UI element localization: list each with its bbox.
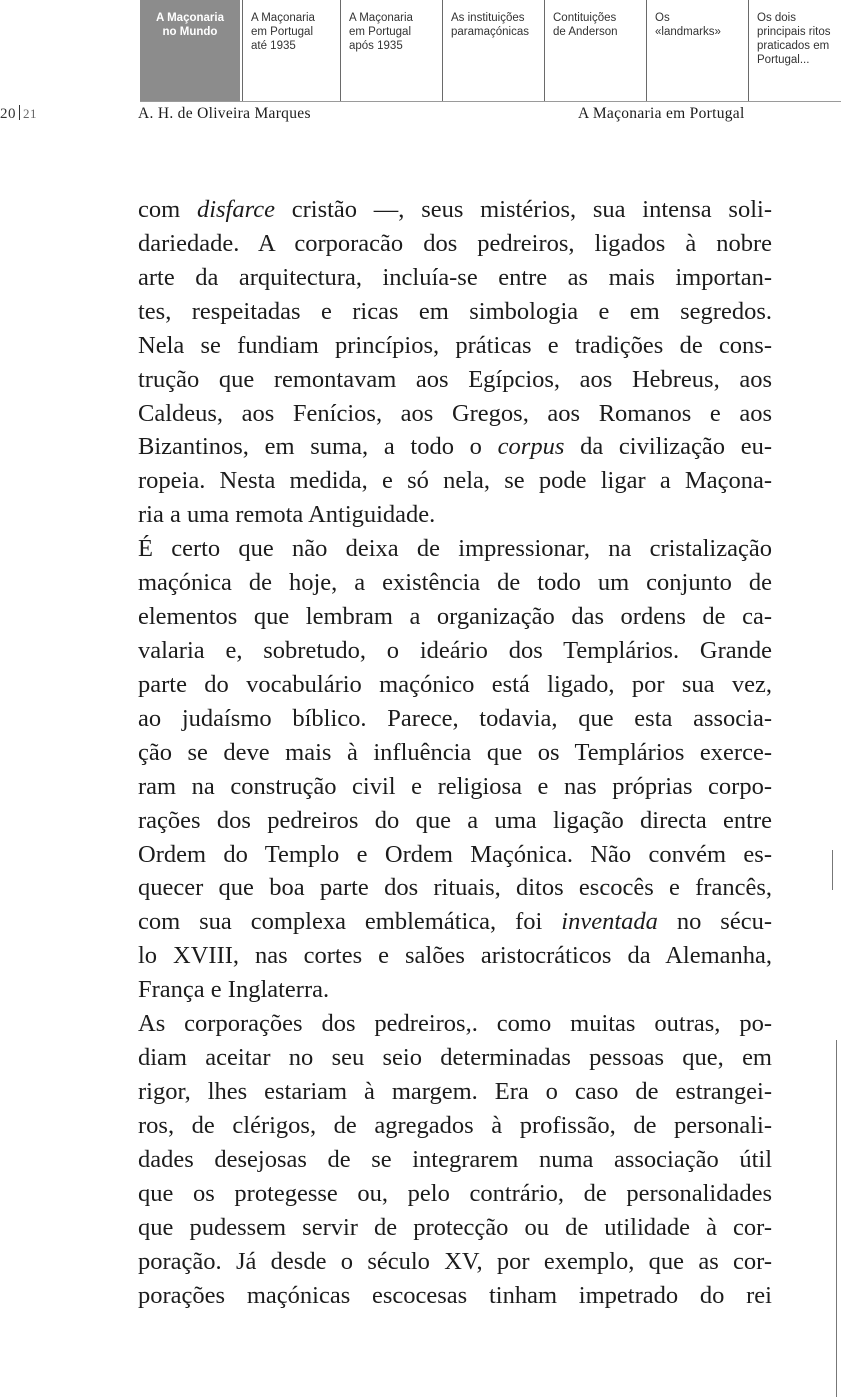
text-run: cristão —, seus mistérios, sua intensa soli- [274, 196, 772, 223]
nav-tab-label-line: principais ritos [757, 26, 831, 38]
text-run: ria a uma remota Antiguidade. [138, 501, 436, 529]
text-line [138, 464, 772, 498]
nav-tab-label-line: Os [655, 12, 670, 24]
nav-tab[interactable] [748, 0, 841, 102]
nav-tab-label-line: em Portugal [251, 26, 314, 38]
text-line [138, 702, 772, 736]
text-run: elementos que lembram a organização das ordens de ca- [138, 603, 772, 631]
text-line [138, 227, 772, 261]
page-numbers [0, 105, 37, 123]
text-run: com sua complexa emblemática, foi [138, 908, 562, 936]
running-header [0, 105, 841, 129]
text-line [138, 804, 772, 838]
text-run: Nela se fundiam princípios, práticas e tradições de cons- [138, 331, 772, 359]
text-run: que os protegesse ou, pelo contrário, de personalidades [138, 1179, 772, 1207]
text-line [138, 668, 772, 702]
text-run: tes, respeitadas e ricas em simbologia e em segredos. [138, 297, 772, 325]
italic-term: corpus [497, 433, 565, 461]
nav-tab[interactable] [442, 0, 544, 102]
text-line [138, 261, 772, 295]
text-run: Caldeus, aos Fenícios, aos Gregos, aos Romanos e aos [138, 399, 772, 427]
text-line [138, 600, 772, 634]
text-run: rações dos pedreiros do que a uma ligação directa entre [138, 806, 772, 834]
nav-tab-label-line: paramaçónicas [451, 26, 529, 38]
text-run: lo XVIII, nas cortes e salões aristocráticos da Alemanha, [138, 942, 772, 970]
text-line [138, 430, 772, 464]
text-line [138, 193, 772, 227]
text-line [138, 770, 772, 804]
text-line [138, 1177, 772, 1211]
text-run: As corporações dos pedreiros,. como muitas outras, po- [138, 1010, 772, 1038]
nav-tab[interactable] [140, 0, 240, 102]
text-run: arte da arquitectura, incluía-se entre as mais importan- [138, 263, 772, 291]
text-run: ção se deve mais à influência que os Templários exerce- [138, 738, 772, 766]
scan-edge-mark [832, 850, 833, 890]
text-run: Bizantinos, em suma, a todo o [138, 433, 498, 461]
text-run: quecer que boa parte dos rituais, ditos escocês e francês, [138, 874, 772, 902]
nav-tab-label-line: até 1935 [251, 40, 296, 52]
text-run: porações maçónicas escocesas tinham impetrado do rei [138, 1281, 772, 1309]
text-line [138, 1109, 772, 1143]
text-run: dariedade. A corporacão dos pedreiros, ligados à nobre [138, 229, 772, 257]
body-text [138, 193, 772, 1312]
text-line [138, 1143, 772, 1177]
tabs-divider [140, 101, 841, 102]
text-run: da civilização eu- [564, 433, 773, 461]
text-run: ram na construção civil e religiosa e nas próprias corpo- [138, 772, 772, 800]
nav-tab-label-line: Portugal... [757, 54, 810, 66]
nav-tab-label-line: praticados em [757, 40, 830, 52]
text-line [138, 838, 772, 872]
nav-tab-label-line: Contituições [553, 12, 617, 24]
author-name: A. H. de Oliveira Marques [138, 105, 311, 122]
text-line [138, 905, 772, 939]
text-line [138, 295, 772, 329]
text-run: ao judaísmo bíblico. Parece, todavia, que esta associa- [138, 704, 772, 732]
book-title: A Maçonaria em Portugal [578, 105, 745, 122]
page-number-left: 20 [0, 106, 16, 122]
text-line [138, 329, 772, 363]
text-run: com [138, 196, 197, 223]
text-line [138, 1279, 772, 1313]
scan-edge-mark [836, 1040, 837, 1397]
text-line [138, 871, 772, 905]
nav-tab-label-line: A Maçonaria [251, 12, 315, 24]
page-number-right: 21 [23, 106, 37, 121]
nav-tab[interactable] [242, 0, 340, 102]
italic-term: disfarce [196, 196, 275, 223]
nav-tab-label-line: de Anderson [553, 26, 618, 38]
text-run: poração. Já desde o século XV, por exemplo, que as cor- [138, 1247, 772, 1275]
nav-tab-label-line: após 1935 [349, 40, 403, 52]
text-run: maçónica de hoje, a existência de todo um conjunto de [138, 569, 772, 597]
text-line [138, 736, 772, 770]
text-run: diam aceitar no seu seio determinadas pessoas que, em [138, 1044, 772, 1072]
text-run: Ordem do Templo e Ordem Maçónica. Não convém es- [138, 840, 772, 868]
text-line [138, 1211, 772, 1245]
text-run: França e Inglaterra. [138, 976, 330, 1004]
text-run: ropeia. Nesta medida, e só nela, se pode ligar a Maçona- [138, 467, 772, 495]
text-run: ros, de clérigos, de agregados à profissão, de personali- [138, 1111, 772, 1139]
text-run: rigor, lhes estariam à margem. Era o caso de estrangei- [138, 1077, 772, 1105]
text-line [138, 1245, 772, 1279]
nav-tab[interactable] [544, 0, 646, 102]
text-line [138, 363, 772, 397]
nav-tab[interactable] [340, 0, 442, 102]
text-line [138, 939, 772, 973]
nav-tab-label-line: no Mundo [162, 26, 218, 38]
text-line [138, 566, 772, 600]
nav-tab-label-line: em Portugal [349, 26, 412, 38]
text-line [138, 498, 772, 532]
text-run: que pudessem servir de protecção ou de utilidade à cor- [138, 1213, 772, 1241]
text-run: parte do vocabulário maçónico está ligado, por sua vez, [138, 670, 772, 698]
text-line [138, 397, 772, 431]
nav-tab[interactable] [646, 0, 748, 102]
text-line [138, 1075, 772, 1109]
text-line [138, 1007, 772, 1041]
nav-tab-label-line: As instituições [451, 12, 525, 24]
nav-tab-label-line: «landmarks» [655, 26, 721, 38]
text-run: no sécu- [657, 908, 772, 936]
text-run: trução que remontavam aos Egípcios, aos Hebreus, aos [138, 365, 772, 393]
text-line [138, 532, 772, 566]
text-line [138, 634, 772, 668]
nav-tab-label-line: Os dois [757, 12, 796, 24]
nav-tab-label-line: A Maçonaria [349, 12, 413, 24]
section-tabs [140, 0, 841, 102]
text-line [138, 1041, 772, 1075]
text-line [138, 973, 772, 1007]
text-run: É certo que não deixa de impressionar, na cristalização [138, 535, 772, 563]
text-run: valaria e, sobretudo, o ideário dos Templários. Grande [138, 636, 772, 664]
text-run: dades desejosas de se integrarem numa associação útil [138, 1145, 772, 1173]
nav-tab-label-line: A Maçonaria [156, 12, 224, 24]
italic-term: inventada [561, 908, 658, 936]
page-number-separator [19, 105, 20, 120]
